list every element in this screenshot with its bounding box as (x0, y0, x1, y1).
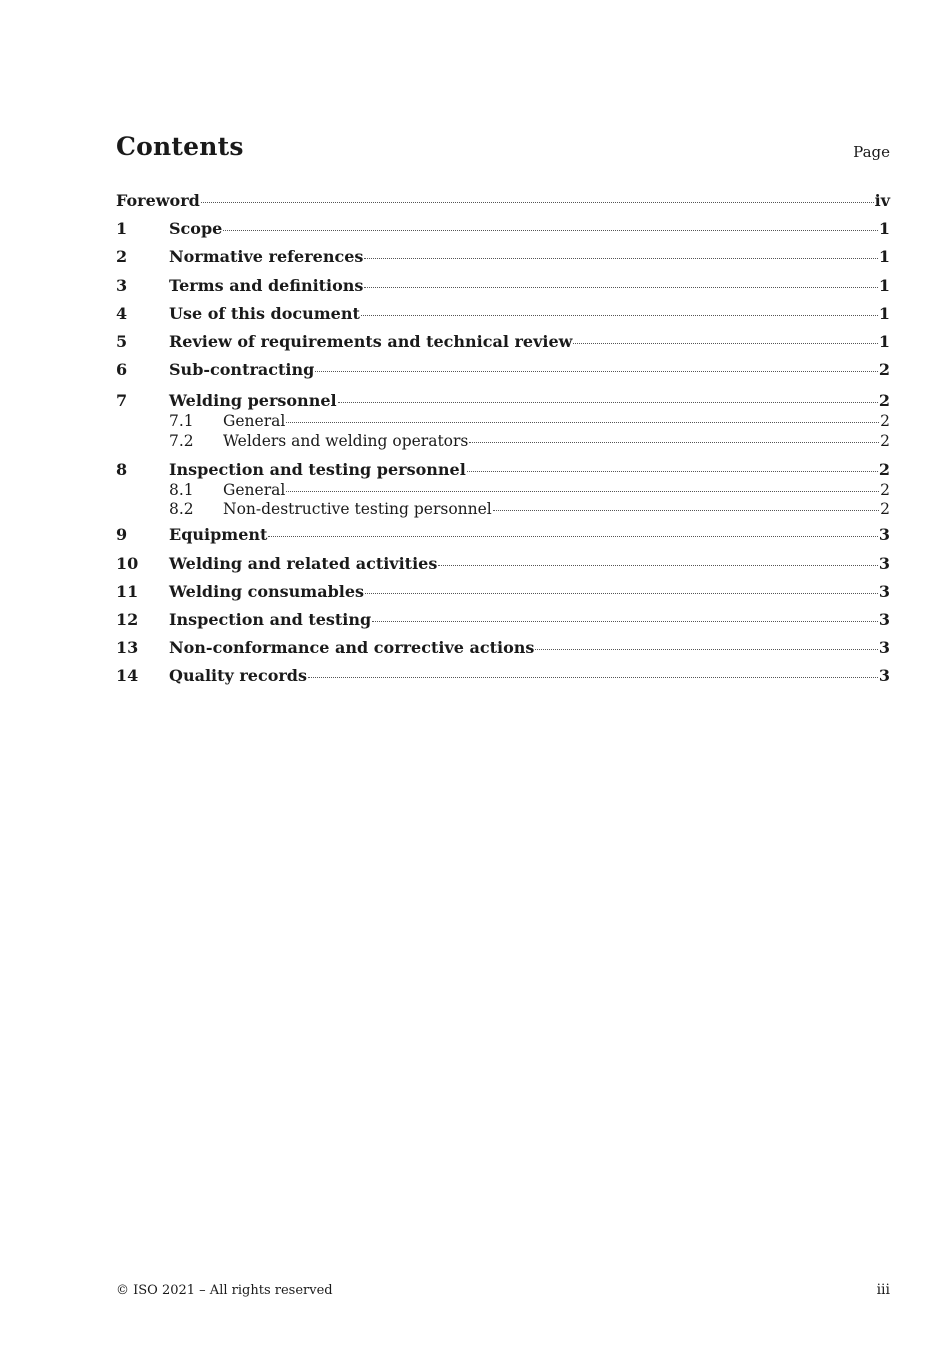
toc-subentry-title: General (223, 480, 286, 499)
toc-entry-title: Inspection and testing personnel (169, 459, 466, 479)
dot-leader (361, 314, 878, 316)
table-of-contents (116, 187, 890, 690)
toc-entry-foreword[interactable] (116, 187, 890, 215)
toc-entry-title: Normative references (169, 247, 364, 267)
toc-entry-list (116, 215, 890, 690)
toc-entry-page: 3 (878, 666, 890, 686)
toc-entry-title: Equipment (169, 525, 268, 545)
page-footer (116, 1283, 890, 1303)
toc-subentry-title: Welders and welding operators (223, 431, 469, 450)
toc-entry-number: 10 (116, 553, 139, 573)
toc-entry-number: 4 (116, 303, 128, 323)
toc-entry[interactable] (116, 606, 890, 634)
toc-entry-number: 3 (116, 275, 128, 295)
dot-leader (573, 342, 877, 344)
toc-entry-page: 2 (878, 391, 890, 411)
toc-entry-title: Terms and definitions (169, 275, 364, 295)
toc-subentry-number: 7.2 (169, 431, 194, 450)
toc-entry-number: 11 (116, 581, 139, 601)
toc-entry-number: 8 (116, 459, 128, 479)
toc-entry-page: iv (874, 191, 890, 210)
toc-subentry[interactable] (116, 432, 890, 453)
dot-leader (201, 201, 874, 203)
dot-leader (365, 592, 878, 594)
toc-entry[interactable] (116, 634, 890, 662)
toc-subentry-page: 2 (880, 500, 890, 519)
toc-entry[interactable] (116, 459, 890, 481)
toc-entry-page: 3 (878, 553, 890, 573)
toc-entry-number: 6 (116, 360, 128, 380)
toc-entry-page: 3 (878, 525, 890, 545)
toc-entry-page: 2 (878, 360, 890, 380)
toc-entry[interactable] (116, 578, 890, 606)
toc-entry-number: 13 (116, 638, 139, 658)
toc-entry-number: 7 (116, 391, 128, 411)
toc-entry-page: 3 (878, 581, 890, 601)
toc-entry-title: Review of requirements and technical review (169, 331, 573, 351)
toc-entry-page: 2 (878, 459, 890, 479)
toc-subentry-title: Non-destructive testing personnel (223, 500, 492, 519)
toc-entry-title: Sub-contracting (169, 360, 315, 380)
toc-entry-number: 2 (116, 247, 128, 267)
toc-entry-title: Foreword (116, 191, 200, 210)
toc-subentry-page: 2 (880, 412, 890, 431)
toc-entry[interactable] (116, 272, 890, 300)
dot-leader (286, 421, 879, 423)
toc-subentry-page: 2 (880, 480, 890, 499)
toc-entry-title: Use of this document (169, 303, 360, 323)
toc-entry-number: 9 (116, 525, 128, 545)
toc-entry-page: 1 (878, 331, 890, 351)
dot-leader (469, 441, 879, 443)
toc-entry[interactable] (116, 550, 890, 578)
copyright-notice: © ISO 2021 – All rights reserved (116, 1283, 333, 1298)
toc-entry-page: 1 (878, 303, 890, 323)
toc-entry-title: Scope (169, 219, 223, 239)
toc-entry-page: 3 (878, 609, 890, 629)
toc-entry-number: 12 (116, 609, 139, 629)
toc-entry-page: 1 (878, 219, 890, 239)
toc-entry-page: 3 (878, 638, 890, 658)
toc-entry-title: Non-conformance and corrective actions (169, 638, 535, 658)
dot-leader (338, 401, 878, 403)
dot-leader (268, 535, 877, 537)
contents-header (116, 132, 890, 172)
toc-subentry[interactable] (116, 412, 890, 432)
toc-subentry[interactable] (116, 500, 890, 521)
toc-entry-page: 1 (878, 275, 890, 295)
toc-entry-title: Welding consumables (169, 581, 365, 601)
toc-subentry-number: 8.2 (169, 500, 194, 519)
dot-leader (372, 620, 878, 622)
toc-subentry-number: 8.1 (169, 480, 194, 499)
toc-subentry-page: 2 (880, 431, 890, 450)
toc-entry-number: 1 (116, 219, 128, 239)
toc-entry[interactable] (116, 243, 890, 271)
toc-entry-title: Inspection and testing (169, 609, 372, 629)
toc-entry[interactable] (116, 662, 890, 690)
toc-subentry[interactable] (116, 481, 890, 501)
toc-entry[interactable] (116, 215, 890, 243)
toc-entry[interactable] (116, 356, 890, 384)
dot-leader (467, 470, 878, 472)
dot-leader (364, 286, 877, 288)
dot-leader (223, 229, 878, 231)
toc-subentry-number: 7.1 (169, 412, 194, 431)
toc-entry-page: 1 (878, 247, 890, 267)
dot-leader (364, 257, 877, 259)
dot-leader (286, 490, 879, 492)
toc-subentry-title: General (223, 412, 286, 431)
toc-entry-number: 5 (116, 331, 128, 351)
toc-entry-title: Welding personnel (169, 391, 337, 411)
page-column-label: Page (853, 143, 890, 161)
page-title: Contents (116, 132, 244, 161)
dot-leader (535, 648, 877, 650)
toc-entry[interactable] (116, 521, 890, 549)
page-number: iii (876, 1282, 890, 1298)
dot-leader (308, 676, 878, 678)
toc-entry[interactable] (116, 300, 890, 328)
toc-entry[interactable] (116, 328, 890, 356)
dot-leader (315, 370, 878, 372)
toc-entry-title: Welding and related activities (169, 553, 438, 573)
dot-leader (493, 509, 879, 511)
toc-entry-title: Quality records (169, 666, 307, 686)
toc-entry[interactable] (116, 390, 890, 412)
dot-leader (438, 564, 878, 566)
toc-entry-number: 14 (116, 666, 139, 686)
